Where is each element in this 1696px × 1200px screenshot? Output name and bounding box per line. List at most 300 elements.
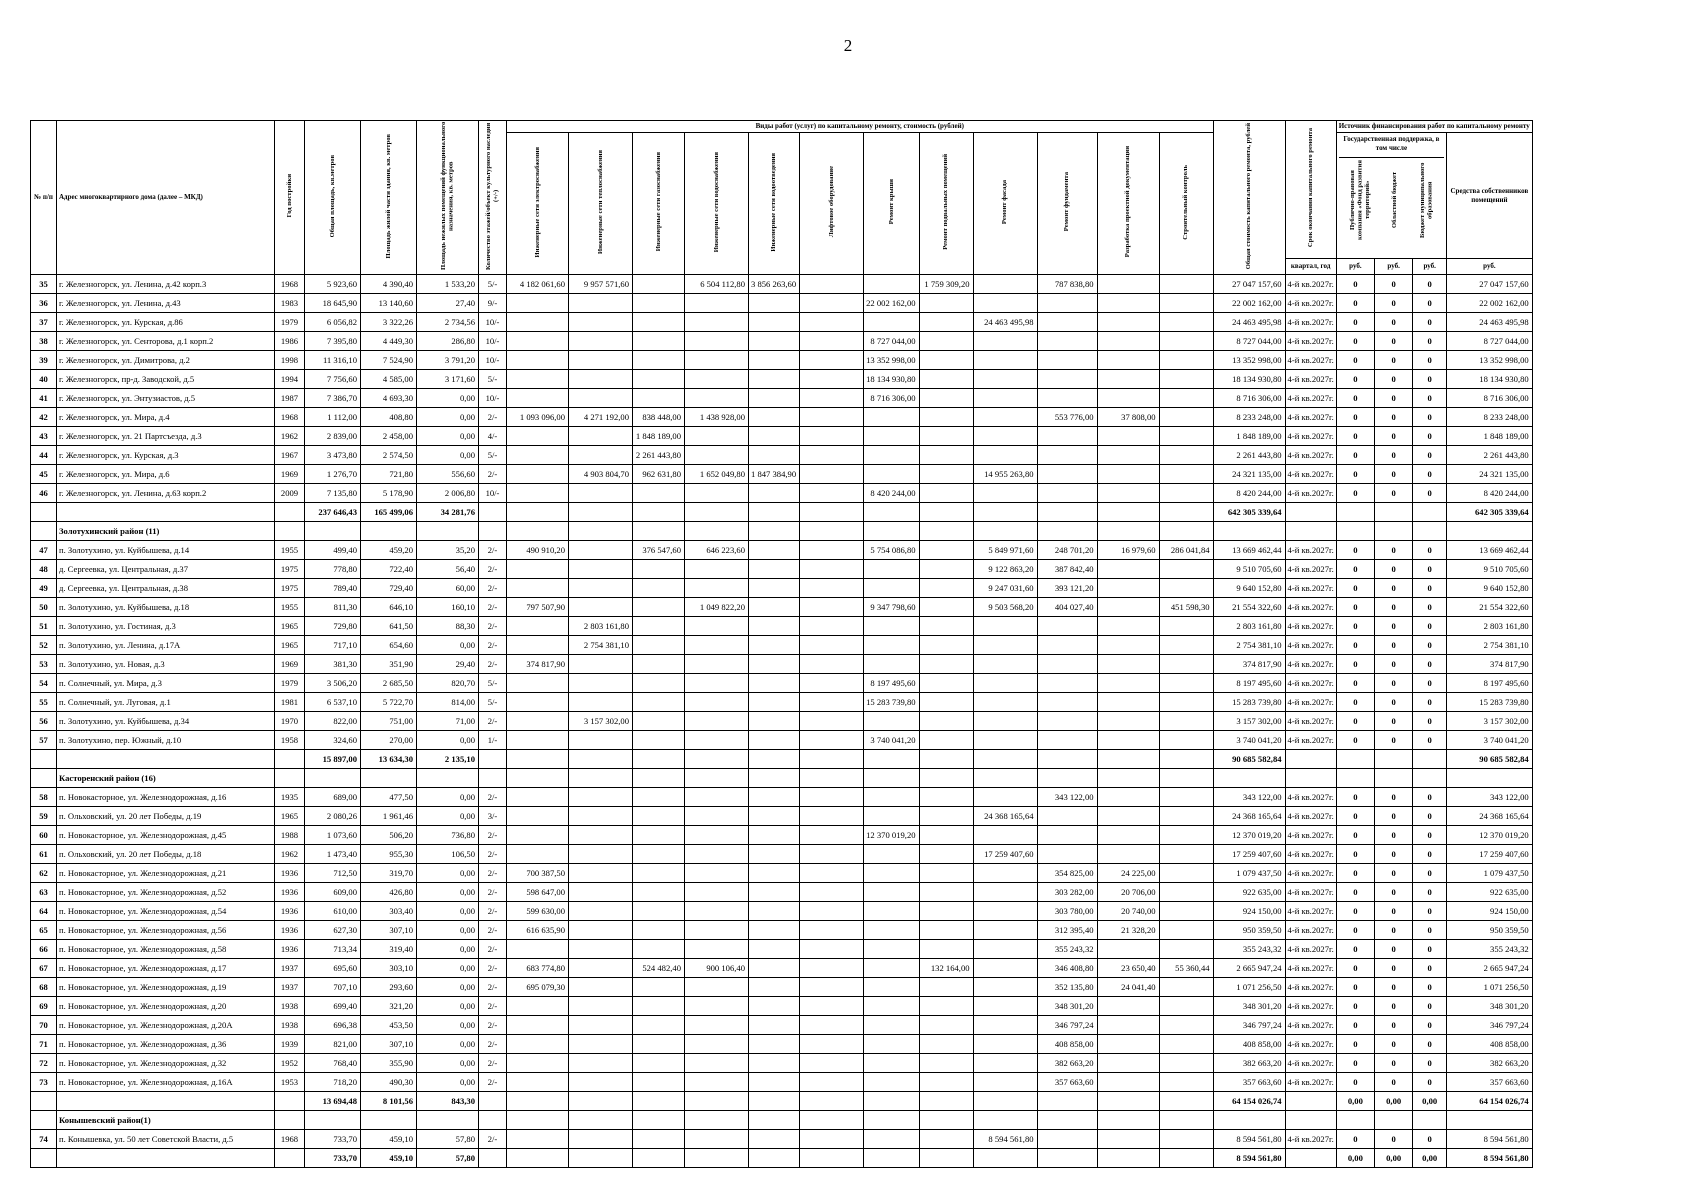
cell-floors: 2/-: [479, 978, 507, 997]
cell-total: 11 316,10: [305, 351, 361, 370]
cell-roof: [864, 997, 919, 1016]
cell-basement: [919, 674, 973, 693]
cell-foundation: 404 027,40: [1037, 598, 1097, 617]
cell-lift: [800, 883, 864, 902]
cell-foundation: [1037, 617, 1097, 636]
cell-total: 1 073,60: [305, 826, 361, 845]
cell-year: 1936: [275, 921, 305, 940]
cell-nonliving: 0,00: [417, 997, 479, 1016]
subtotal-empty: [749, 1149, 800, 1168]
cell-floors: 5/-: [479, 446, 507, 465]
cell-elec: 598 647,00: [507, 883, 569, 902]
cell-cost: 3 740 041,20: [1213, 731, 1285, 750]
cell-elec: [507, 807, 569, 826]
cell-basement: [919, 484, 973, 503]
cell-total: 1 276,70: [305, 465, 361, 484]
cell-facade: 5 849 971,60: [973, 541, 1037, 560]
cell-regional: 0: [1375, 465, 1413, 484]
cell-foundation: 354 825,00: [1037, 864, 1097, 883]
cell-water: [685, 617, 749, 636]
cell-nonliving: 0,00: [417, 1073, 479, 1092]
cell-basement: [919, 1054, 973, 1073]
cell-owners: 12 370 019,20: [1447, 826, 1533, 845]
cell-owners: 357 663,60: [1447, 1073, 1533, 1092]
cell-nonliving: 3 791,20: [417, 351, 479, 370]
cell-gas: [633, 579, 685, 598]
cell-heat: 9 957 571,60: [569, 275, 633, 294]
cell-cost: 348 301,20: [1213, 997, 1285, 1016]
cell-facade: 14 955 263,80: [973, 465, 1037, 484]
cell-regional: 0: [1375, 294, 1413, 313]
cell-addr: п. Солнечный, ул. Мира, д.3: [57, 674, 275, 693]
cell-regional: 0: [1375, 845, 1413, 864]
table-row: [31, 1035, 1533, 1054]
cell-owners: 1 071 256,50: [1447, 978, 1533, 997]
cell-nonliving: 0,00: [417, 1016, 479, 1035]
cell-fund: 0: [1336, 389, 1374, 408]
cell-sewer: [749, 921, 800, 940]
cell-total: 3 473,80: [305, 446, 361, 465]
cell-lift: [800, 940, 864, 959]
cell-fund: 0: [1336, 712, 1374, 731]
region-empty: [919, 769, 973, 788]
cell-term: 4-й кв.2027г.: [1285, 332, 1336, 351]
cell-fund: 0: [1336, 1073, 1374, 1092]
cell-floors: 2/-: [479, 712, 507, 731]
table-row: [31, 712, 1533, 731]
cell-water: [685, 902, 749, 921]
cell-facade: [973, 484, 1037, 503]
cell-nonliving: 0,00: [417, 1054, 479, 1073]
cell-basement: [919, 826, 973, 845]
cell-heat: [569, 332, 633, 351]
cell-facade: 24 368 165,64: [973, 807, 1037, 826]
subtotal-row: [31, 750, 1533, 769]
cell-elec: 599 630,00: [507, 902, 569, 921]
subtotal-fund: 0,00: [1336, 1092, 1374, 1111]
cell-roof: [864, 940, 919, 959]
cell-living: 722,40: [361, 560, 417, 579]
cell-fund: 0: [1336, 997, 1374, 1016]
cell-design: [1097, 655, 1159, 674]
cell-roof: [864, 579, 919, 598]
cell-floors: 2/-: [479, 845, 507, 864]
cell-municipal: 0: [1413, 845, 1447, 864]
cell-design: [1097, 598, 1159, 617]
cell-nonliving: 0,00: [417, 788, 479, 807]
region-empty: [1213, 769, 1285, 788]
cell-elec: [507, 484, 569, 503]
cell-nonliving: 27,40: [417, 294, 479, 313]
cell-water: 900 106,40: [685, 959, 749, 978]
cell-year: 1965: [275, 617, 305, 636]
region-empty: [749, 769, 800, 788]
cell-n: 71: [31, 1035, 57, 1054]
cell-addr: п. Новокасторное, ул. Железнодорожная, д.52: [57, 883, 275, 902]
cell-year: 1952: [275, 1054, 305, 1073]
cell-addr: п. Новокасторное, ул. Железнодорожная, д.45: [57, 826, 275, 845]
cell-foundation: [1037, 294, 1097, 313]
cell-lift: [800, 598, 864, 617]
cell-cost: 8 727 044,00: [1213, 332, 1285, 351]
cell-floors: 2/-: [479, 788, 507, 807]
cell-cost: 24 463 495,98: [1213, 313, 1285, 332]
cell-cost: 950 359,50: [1213, 921, 1285, 940]
cell-term: 4-й кв.2027г.: [1285, 313, 1336, 332]
cell-foundation: [1037, 731, 1097, 750]
cell-water: [685, 788, 749, 807]
cell-heat: [569, 294, 633, 313]
cell-roof: [864, 902, 919, 921]
cell-year: 1939: [275, 1035, 305, 1054]
cell-owners: 382 663,20: [1447, 1054, 1533, 1073]
cell-sewer: [749, 693, 800, 712]
cell-municipal: 0: [1413, 959, 1447, 978]
cell-term: 4-й кв.2027г.: [1285, 617, 1336, 636]
cell-control: [1159, 788, 1213, 807]
subtotal-empty: [275, 503, 305, 522]
subtotal-empty: [31, 750, 57, 769]
cell-total: 821,00: [305, 1035, 361, 1054]
cell-lift: [800, 370, 864, 389]
cell-floors: 2/-: [479, 1130, 507, 1149]
cell-roof: [864, 446, 919, 465]
cell-gas: [633, 807, 685, 826]
cell-nonliving: 2 734,56: [417, 313, 479, 332]
cell-addr: п. Новокасторное, ул. Железнодорожная, д.36: [57, 1035, 275, 1054]
table-row: [31, 1054, 1533, 1073]
subtotal-empty: [57, 1092, 275, 1111]
cell-foundation: [1037, 465, 1097, 484]
table-row: [31, 826, 1533, 845]
cell-control: [1159, 826, 1213, 845]
region-empty: [417, 769, 479, 788]
cell-floors: 10/-: [479, 484, 507, 503]
cell-lift: [800, 617, 864, 636]
region-empty: [633, 1111, 685, 1130]
cell-fund: 0: [1336, 446, 1374, 465]
cell-control: [1159, 1016, 1213, 1035]
cell-design: 37 808,00: [1097, 408, 1159, 427]
cell-regional: 0: [1375, 446, 1413, 465]
subtotal-owners: 8 594 561,80: [1447, 1149, 1533, 1168]
cell-year: 1975: [275, 579, 305, 598]
cell-total: 768,40: [305, 1054, 361, 1073]
cell-municipal: 0: [1413, 1073, 1447, 1092]
region-empty: [417, 1111, 479, 1130]
region-empty: [1159, 1111, 1213, 1130]
cell-foundation: [1037, 351, 1097, 370]
cell-lift: [800, 731, 864, 750]
cell-sewer: [749, 940, 800, 959]
cell-gas: [633, 560, 685, 579]
cell-heat: [569, 1054, 633, 1073]
cell-living: 355,90: [361, 1054, 417, 1073]
cell-regional: 0: [1375, 731, 1413, 750]
cell-addr: п. Новокасторное, ул. Железнодорожная, д.16: [57, 788, 275, 807]
cell-n: 59: [31, 807, 57, 826]
cell-water: [685, 997, 749, 1016]
cell-heat: [569, 921, 633, 940]
subtotal-owners: 64 154 026,74: [1447, 1092, 1533, 1111]
cell-foundation: [1037, 332, 1097, 351]
cell-cost: 27 047 157,60: [1213, 275, 1285, 294]
region-empty: [1159, 769, 1213, 788]
cell-nonliving: 0,00: [417, 636, 479, 655]
table-row: [31, 370, 1533, 389]
cell-heat: [569, 845, 633, 864]
cell-elec: [507, 940, 569, 959]
cell-year: 1968: [275, 275, 305, 294]
col-living-area-header: Площадь жилой части здания, кв. метров: [384, 133, 392, 259]
cell-basement: [919, 636, 973, 655]
cell-year: 1968: [275, 408, 305, 427]
cell-water: 1 438 928,00: [685, 408, 749, 427]
cell-cost: 1 071 256,50: [1213, 978, 1285, 997]
cell-design: [1097, 332, 1159, 351]
cell-lift: [800, 332, 864, 351]
subtotal-empty: [800, 750, 864, 769]
cell-living: 408,80: [361, 408, 417, 427]
region-empty: [1097, 1111, 1159, 1130]
cell-total: 822,00: [305, 712, 361, 731]
cell-regional: 0: [1375, 1035, 1413, 1054]
region-empty: [864, 1111, 919, 1130]
cell-control: [1159, 807, 1213, 826]
cell-fund: 0: [1336, 598, 1374, 617]
cell-term: 4-й кв.2027г.: [1285, 1035, 1336, 1054]
cell-foundation: 393 121,20: [1037, 579, 1097, 598]
subtotal-empty: [1097, 1092, 1159, 1111]
cell-gas: [633, 294, 685, 313]
cell-lift: [800, 408, 864, 427]
cell-control: [1159, 693, 1213, 712]
cell-year: 1968: [275, 1130, 305, 1149]
cell-sewer: [749, 294, 800, 313]
cell-lift: [800, 351, 864, 370]
subtotal-empty: [973, 750, 1037, 769]
cell-heat: [569, 864, 633, 883]
table-body: [31, 275, 1533, 1168]
cell-roof: [864, 807, 919, 826]
cell-facade: [973, 921, 1037, 940]
subtotal-row: [31, 1092, 1533, 1111]
cell-water: [685, 370, 749, 389]
cell-gas: [633, 655, 685, 674]
cell-roof: 5 754 086,80: [864, 541, 919, 560]
subtotal-empty: [479, 1149, 507, 1168]
cell-sewer: [749, 674, 800, 693]
cell-sewer: [749, 826, 800, 845]
cell-fund: 0: [1336, 674, 1374, 693]
cell-elec: [507, 351, 569, 370]
cell-n: 63: [31, 883, 57, 902]
cell-living: 729,40: [361, 579, 417, 598]
cell-gas: 962 631,80: [633, 465, 685, 484]
region-empty: [1285, 1111, 1336, 1130]
cell-n: 49: [31, 579, 57, 598]
cell-nonliving: 88,30: [417, 617, 479, 636]
subtotal-empty: [800, 1092, 864, 1111]
cell-addr: г. Железногорск, ул. Сенторова, д.1 корп.2: [57, 332, 275, 351]
subtotal-empty: [1159, 1092, 1213, 1111]
subtotal-empty: [864, 750, 919, 769]
cell-fund: 0: [1336, 655, 1374, 674]
cell-municipal: 0: [1413, 275, 1447, 294]
cell-elec: 695 079,30: [507, 978, 569, 997]
cell-owners: 346 797,24: [1447, 1016, 1533, 1035]
cell-municipal: 0: [1413, 617, 1447, 636]
cell-addr: п. Новокасторное, ул. Железнодорожная, д.19: [57, 978, 275, 997]
cell-facade: [973, 1054, 1037, 1073]
cell-elec: [507, 617, 569, 636]
cell-n: 56: [31, 712, 57, 731]
cell-regional: 0: [1375, 408, 1413, 427]
cell-cost: 9 640 152,80: [1213, 579, 1285, 598]
cell-gas: 524 482,40: [633, 959, 685, 978]
cell-fund: 0: [1336, 351, 1374, 370]
cell-total: 609,00: [305, 883, 361, 902]
cell-sewer: [749, 617, 800, 636]
cell-total: 6 537,10: [305, 693, 361, 712]
cell-municipal: 0: [1413, 598, 1447, 617]
region-empty: [569, 522, 633, 541]
cell-lift: [800, 1016, 864, 1035]
cell-design: [1097, 997, 1159, 1016]
col-heat-header: Инженерные сети теплоснабжения: [596, 150, 604, 254]
cell-elec: [507, 636, 569, 655]
cell-living: 303,10: [361, 959, 417, 978]
cell-total: 5 923,60: [305, 275, 361, 294]
cell-living: 5 722,70: [361, 693, 417, 712]
cell-addr: г. Железногорск, ул. Ленина, д.43: [57, 294, 275, 313]
subtotal-empty: [685, 750, 749, 769]
cell-n: 37: [31, 313, 57, 332]
cell-sewer: [749, 978, 800, 997]
table-row: [31, 313, 1533, 332]
cell-n: 69: [31, 997, 57, 1016]
cell-roof: [864, 1054, 919, 1073]
cell-sewer: [749, 1016, 800, 1035]
cell-water: [685, 313, 749, 332]
cell-control: [1159, 294, 1213, 313]
cell-regional: 0: [1375, 598, 1413, 617]
cell-facade: 9 122 863,20: [973, 560, 1037, 579]
cell-basement: [919, 560, 973, 579]
cell-elec: [507, 788, 569, 807]
cell-owners: 924 150,00: [1447, 902, 1533, 921]
cell-sewer: [749, 1054, 800, 1073]
cell-living: 303,40: [361, 902, 417, 921]
cell-nonliving: 820,70: [417, 674, 479, 693]
cell-cost: 8 197 495,60: [1213, 674, 1285, 693]
table-row: [31, 864, 1533, 883]
subtotal-empty: [569, 750, 633, 769]
cell-regional: 0: [1375, 313, 1413, 332]
cell-year: 1938: [275, 997, 305, 1016]
cell-design: [1097, 826, 1159, 845]
region-empty: [275, 1111, 305, 1130]
cell-sewer: [749, 598, 800, 617]
cell-living: 13 140,60: [361, 294, 417, 313]
cell-roof: 15 283 739,80: [864, 693, 919, 712]
cell-floors: 2/-: [479, 1035, 507, 1054]
cell-basement: [919, 921, 973, 940]
region-empty: [479, 769, 507, 788]
cell-elec: [507, 997, 569, 1016]
cell-elec: [507, 579, 569, 598]
cell-fund: 0: [1336, 484, 1374, 503]
cell-roof: [864, 788, 919, 807]
cell-n: 45: [31, 465, 57, 484]
cell-heat: [569, 351, 633, 370]
works-group-header: Виды работ (услуг) по капитальному ремонту, стоимость (рублей): [507, 121, 1214, 133]
cell-facade: [973, 902, 1037, 921]
subtotal-municipal: [1413, 750, 1447, 769]
cell-control: [1159, 655, 1213, 674]
cell-heat: [569, 1073, 633, 1092]
cell-term: 4-й кв.2027г.: [1285, 1054, 1336, 1073]
cell-elec: [507, 693, 569, 712]
cell-basement: [919, 1035, 973, 1054]
cell-basement: [919, 788, 973, 807]
cell-design: [1097, 731, 1159, 750]
cell-owners: 3 157 302,00: [1447, 712, 1533, 731]
cell-design: [1097, 1054, 1159, 1073]
cell-municipal: 0: [1413, 313, 1447, 332]
cell-elec: [507, 845, 569, 864]
cell-heat: [569, 997, 633, 1016]
cell-elec: [507, 1073, 569, 1092]
cell-owners: 2 803 161,80: [1447, 617, 1533, 636]
table-row: [31, 351, 1533, 370]
cell-owners: 1 079 437,50: [1447, 864, 1533, 883]
cell-municipal: 0: [1413, 864, 1447, 883]
cell-water: [685, 731, 749, 750]
cell-owners: 355 243,32: [1447, 940, 1533, 959]
cell-total: 811,30: [305, 598, 361, 617]
cell-year: 1975: [275, 560, 305, 579]
region-empty: [361, 1111, 417, 1130]
cell-owners: 2 261 443,80: [1447, 446, 1533, 465]
cell-addr: п. Ольховский, ул. 20 лет Победы, д.18: [57, 845, 275, 864]
subtotal-empty: [1037, 1149, 1097, 1168]
subtotal-cost: 642 305 339,64: [1213, 503, 1285, 522]
cell-total: 729,80: [305, 617, 361, 636]
cell-foundation: [1037, 826, 1097, 845]
table-row: [31, 636, 1533, 655]
cell-water: [685, 351, 749, 370]
col-gas-header: Инженерные сети газоснабжения: [654, 152, 662, 252]
cell-design: 20 740,00: [1097, 902, 1159, 921]
cell-total: 699,40: [305, 997, 361, 1016]
cell-facade: [973, 351, 1037, 370]
cell-municipal: 0: [1413, 1130, 1447, 1149]
subtotal-empty: [31, 503, 57, 522]
cell-heat: [569, 940, 633, 959]
cell-elec: [507, 560, 569, 579]
cell-fund: 0: [1336, 845, 1374, 864]
cell-term: 4-й кв.2027г.: [1285, 959, 1336, 978]
cell-gas: [633, 674, 685, 693]
cell-year: 1988: [275, 826, 305, 845]
cell-term: 4-й кв.2027г.: [1285, 902, 1336, 921]
cell-owners: 8 727 044,00: [1447, 332, 1533, 351]
cell-fund: 0: [1336, 541, 1374, 560]
cell-term: 4-й кв.2027г.: [1285, 446, 1336, 465]
cell-term: 4-й кв.2027г.: [1285, 465, 1336, 484]
cell-water: [685, 446, 749, 465]
